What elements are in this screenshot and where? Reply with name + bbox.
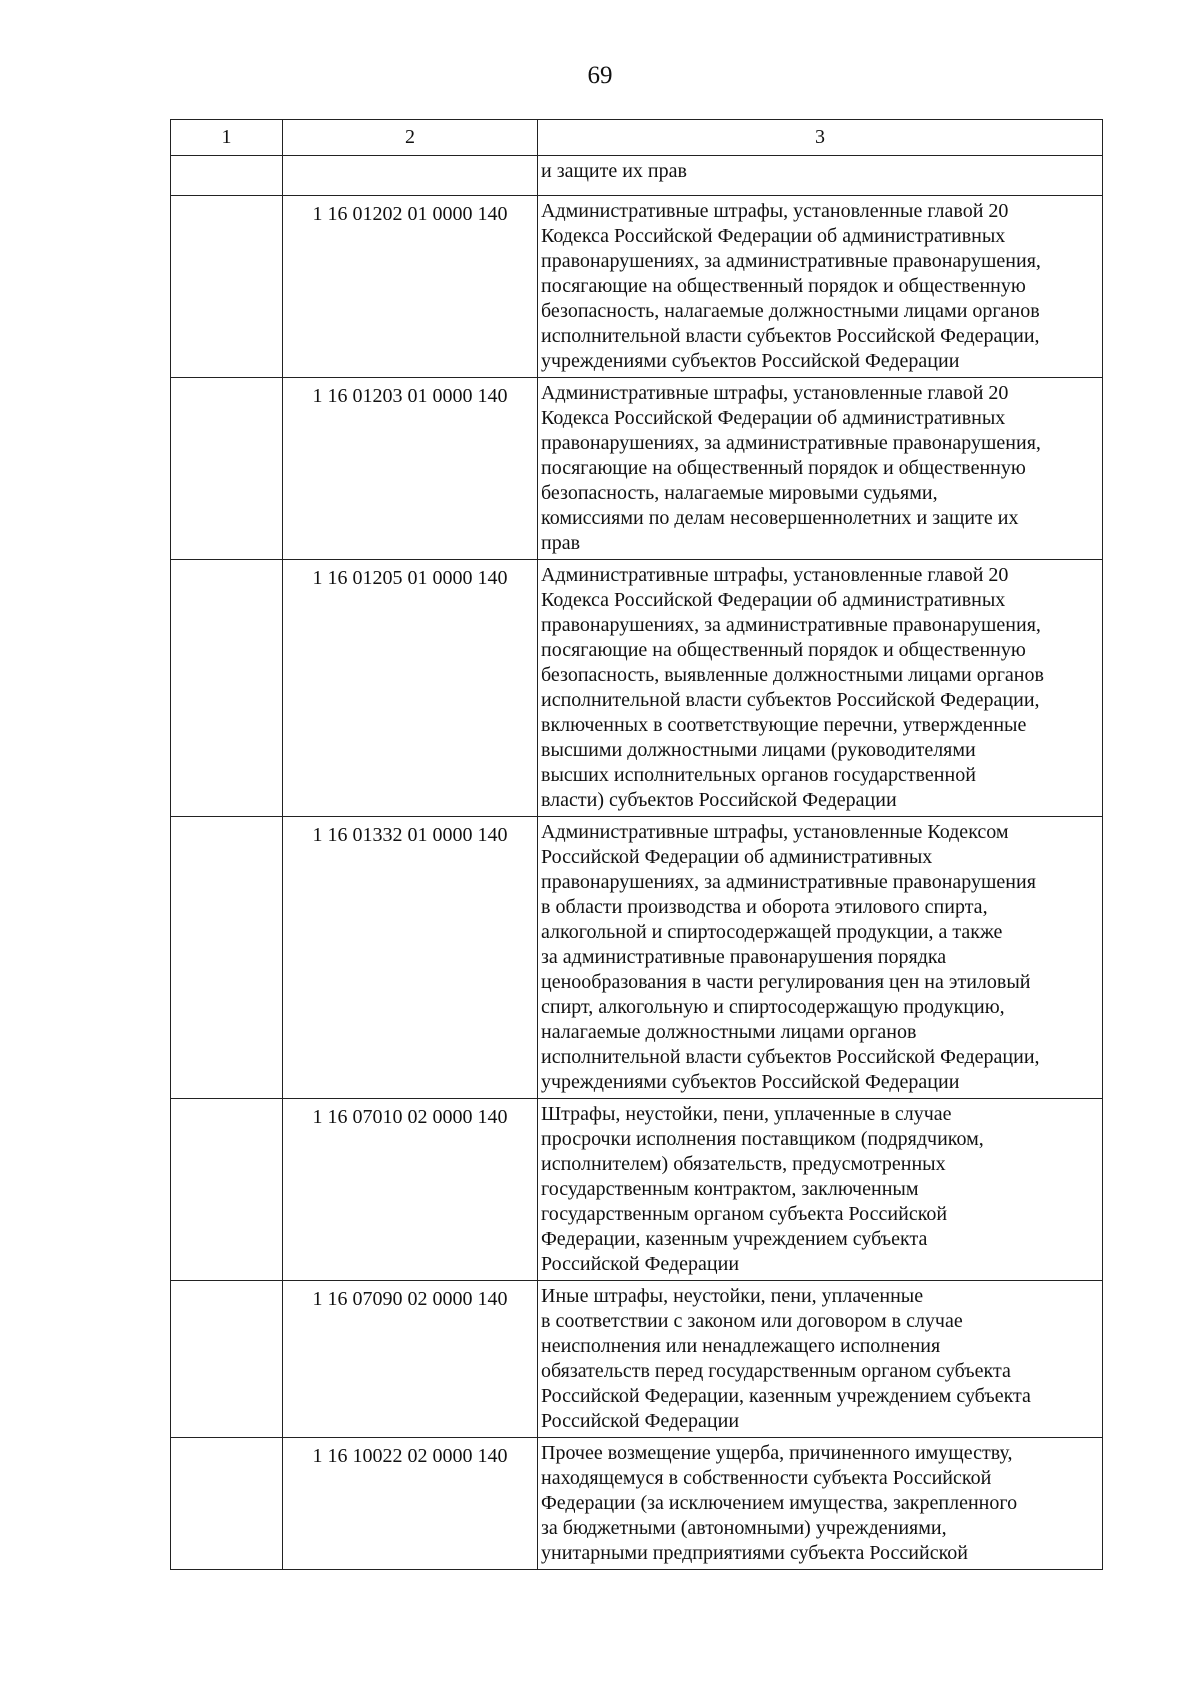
table-row (171, 817, 1103, 1099)
budget-classification-table (170, 119, 1103, 1570)
description-line: посягающие на общественный порядок и общественную (541, 639, 1026, 661)
description-line: Прочее возмещение ущерба, причиненного имуществу, (541, 1442, 1013, 1464)
row-number-cell (171, 1438, 283, 1570)
header-column-2: 2 (283, 120, 538, 156)
description-line: в области производства и оборота этилового спирта, (541, 896, 988, 918)
description-line: Российской Федерации (541, 1253, 740, 1275)
description-line: правонарушениях, за административные правонарушения, (541, 432, 1041, 454)
description-line: исполнителем) обязательств, предусмотренных (541, 1153, 946, 1175)
description-line: исполнительной власти субъектов Российской Федерации, (541, 325, 1040, 347)
description-line: Иные штрафы, неустойки, пени, уплаченные (541, 1285, 924, 1307)
description-line: Штрафы, неустойки, пени, уплаченные в случае (541, 1103, 952, 1125)
description-line: Административные штрафы, установленные главой 20 (541, 564, 1009, 586)
table-row (171, 560, 1103, 817)
table-row (171, 196, 1103, 378)
description-line: безопасность, налагаемые мировыми судьями, (541, 482, 938, 504)
description-line: Кодекса Российской Федерации об административных (541, 589, 1006, 611)
classification-code-cell: 1 16 07010 02 0000 140 (283, 1099, 538, 1281)
description-cell (538, 378, 1103, 560)
table-header-row (171, 120, 1103, 156)
row-number-cell (171, 378, 283, 560)
description-cell (538, 1281, 1103, 1438)
classification-code-cell: 1 16 10022 02 0000 140 (283, 1438, 538, 1570)
description-line: прав (541, 532, 581, 554)
classification-code-cell: 1 16 01332 01 0000 140 (283, 817, 538, 1099)
description-cell (538, 817, 1103, 1099)
description-line: Кодекса Российской Федерации об административных (541, 407, 1006, 429)
description-line: находящемуся в собственности субъекта Российской (541, 1467, 992, 1489)
description-line: ценообразования в части регулирования цен на этиловый (541, 971, 1031, 993)
description-line: учреждениями субъектов Российской Федерации (541, 350, 960, 372)
description-line: посягающие на общественный порядок и общественную (541, 457, 1026, 479)
row-number-cell (171, 560, 283, 817)
row-number-cell (171, 817, 283, 1099)
page-number: 69 (587, 62, 613, 89)
description-line: высших исполнительных органов государственной (541, 764, 976, 786)
description-line: Административные штрафы, установленные Кодексом (541, 821, 1009, 843)
table-row (171, 1099, 1103, 1281)
description-line: Федерации, казенным учреждением субъекта (541, 1228, 928, 1250)
classification-code-cell: 1 16 01203 01 0000 140 (283, 378, 538, 560)
description-line: безопасность, выявленные должностными лицами органов (541, 664, 1044, 686)
classification-code-cell: 1 16 07090 02 0000 140 (283, 1281, 538, 1438)
description-line: Российской Федерации, казенным учреждением субъекта (541, 1385, 1031, 1407)
description-cell (538, 1438, 1103, 1570)
description-line: комиссиями по делам несовершеннолетних и защите их (541, 507, 1019, 529)
description-line: спирт, алкогольную и спиртосодержащую продукцию, (541, 996, 1005, 1018)
description-line: за административные правонарушения порядка (541, 946, 947, 968)
description-line: государственным контрактом, заключенным (541, 1178, 919, 1200)
description-line: обязательств перед государственным органом субъекта (541, 1360, 1011, 1382)
header-column-3: 3 (538, 120, 1103, 156)
description-cell (538, 560, 1103, 817)
description-line: безопасность, налагаемые должностными лицами органов (541, 300, 1040, 322)
description-line: Административные штрафы, установленные главой 20 (541, 200, 1009, 222)
row-number-cell (171, 156, 283, 196)
description-line: включенных в соответствующие перечни, утвержденные (541, 714, 1027, 736)
description-line: правонарушениях, за административные правонарушения (541, 871, 1036, 893)
description-line: Административные штрафы, установленные главой 20 (541, 382, 1009, 404)
table-body (171, 120, 1103, 1570)
description-line: посягающие на общественный порядок и общественную (541, 275, 1026, 297)
description-cell (538, 1099, 1103, 1281)
description-line: правонарушениях, за административные правонарушения, (541, 250, 1041, 272)
description-line: за бюджетными (автономными) учреждениями, (541, 1517, 947, 1539)
description-line: Российской Федерации об административных (541, 846, 933, 868)
description-line: в соответствии с законом или договором в случае (541, 1310, 963, 1332)
description-cell (538, 156, 1103, 196)
row-number-cell (171, 1281, 283, 1438)
description-line: власти) субъектов Российской Федерации (541, 789, 897, 811)
table-row (171, 156, 1103, 196)
classification-code-cell: 1 16 01205 01 0000 140 (283, 560, 538, 817)
description-line: Российской Федерации (541, 1410, 740, 1432)
description-line: исполнительной власти субъектов Российской Федерации, (541, 689, 1040, 711)
description-cell (538, 196, 1103, 378)
description-line: алкогольной и спиртосодержащей продукции, а также (541, 921, 1003, 943)
description-line: просрочки исполнения поставщиком (подрядчиком, (541, 1128, 984, 1150)
table-row (171, 378, 1103, 560)
description-line: Кодекса Российской Федерации об административных (541, 225, 1006, 247)
description-line: высшими должностными лицами (руководителями (541, 739, 976, 761)
description-line: исполнительной власти субъектов Российской Федерации, (541, 1046, 1040, 1068)
description-line: налагаемые должностными лицами органов (541, 1021, 917, 1043)
table-row (171, 1281, 1103, 1438)
description-line: и защите их прав (541, 160, 687, 182)
description-line: унитарными предприятиями субъекта Российской (541, 1542, 968, 1564)
classification-code-cell (283, 156, 538, 196)
description-line: учреждениями субъектов Российской Федерации (541, 1071, 960, 1093)
table-row (171, 1438, 1103, 1570)
description-line: правонарушениях, за административные правонарушения, (541, 614, 1041, 636)
row-number-cell (171, 1099, 283, 1281)
row-number-cell (171, 196, 283, 378)
description-line: неисполнения или ненадлежащего исполнения (541, 1335, 941, 1357)
description-line: государственным органом субъекта Российской (541, 1203, 948, 1225)
description-line: Федерации (за исключением имущества, закрепленного (541, 1492, 1018, 1514)
header-column-1: 1 (171, 120, 283, 156)
classification-code-cell: 1 16 01202 01 0000 140 (283, 196, 538, 378)
